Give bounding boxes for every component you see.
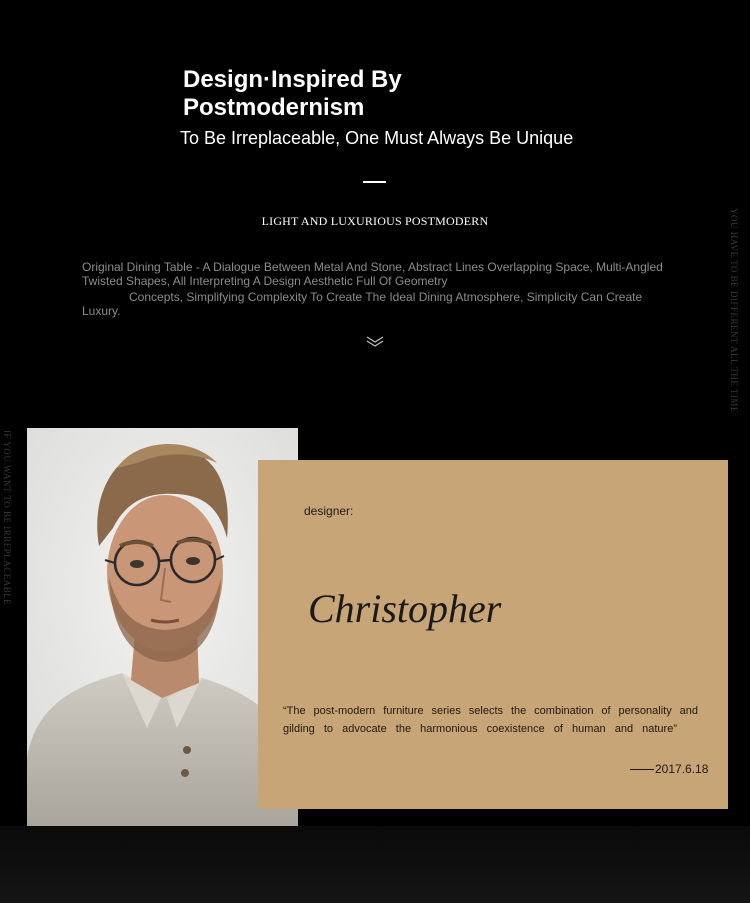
description-line-1: Original Dining Table - A Dialogue Between Metal And Stone, Abstract Lines Overlapping Space, Multi-Angled xyxy=(82,260,663,274)
side-text-left: IF YOU WANT TO BE IRREPLACEABLE xyxy=(2,430,12,606)
title-line-2: Postmodernism xyxy=(183,94,365,121)
date-dash xyxy=(630,769,654,770)
quote-date xyxy=(630,762,708,776)
quote-line-2: gilding to advocate the harmonious coexistence of human and nature” xyxy=(283,723,677,735)
bottom-background xyxy=(0,826,750,903)
description xyxy=(82,260,682,318)
description-line-3: Concepts, Simplifying Complexity To Create The Ideal Dining Atmosphere, Simplicity Can Create Luxury. xyxy=(82,290,643,318)
quote-line-1: “The post-modern furniture series selects the combination of personality and xyxy=(283,705,698,717)
tagline: LIGHT AND LUXURIOUS POSTMODERN xyxy=(261,214,489,228)
divider xyxy=(363,181,386,183)
subtitle: To Be Irreplaceable, One Must Always Be Unique xyxy=(180,128,574,148)
double-chevron-down-icon[interactable] xyxy=(366,336,384,348)
designer-quote xyxy=(283,702,698,738)
designer-signature xyxy=(306,572,546,652)
designer-label: designer: xyxy=(304,504,354,518)
date-text: 2017.6.18 xyxy=(655,762,709,776)
side-text-right: YOU HAVE TO BE DIFFERENT ALL THE TIME xyxy=(729,208,739,413)
designer-card xyxy=(258,460,728,809)
page-title xyxy=(183,66,402,122)
signature-text: Christopher xyxy=(308,586,502,631)
description-line-2: Twisted Shapes, All Interpreting A Design Aesthetic Full Of Geometry xyxy=(82,274,448,288)
title-line-1: Design·Inspired By xyxy=(183,66,402,93)
